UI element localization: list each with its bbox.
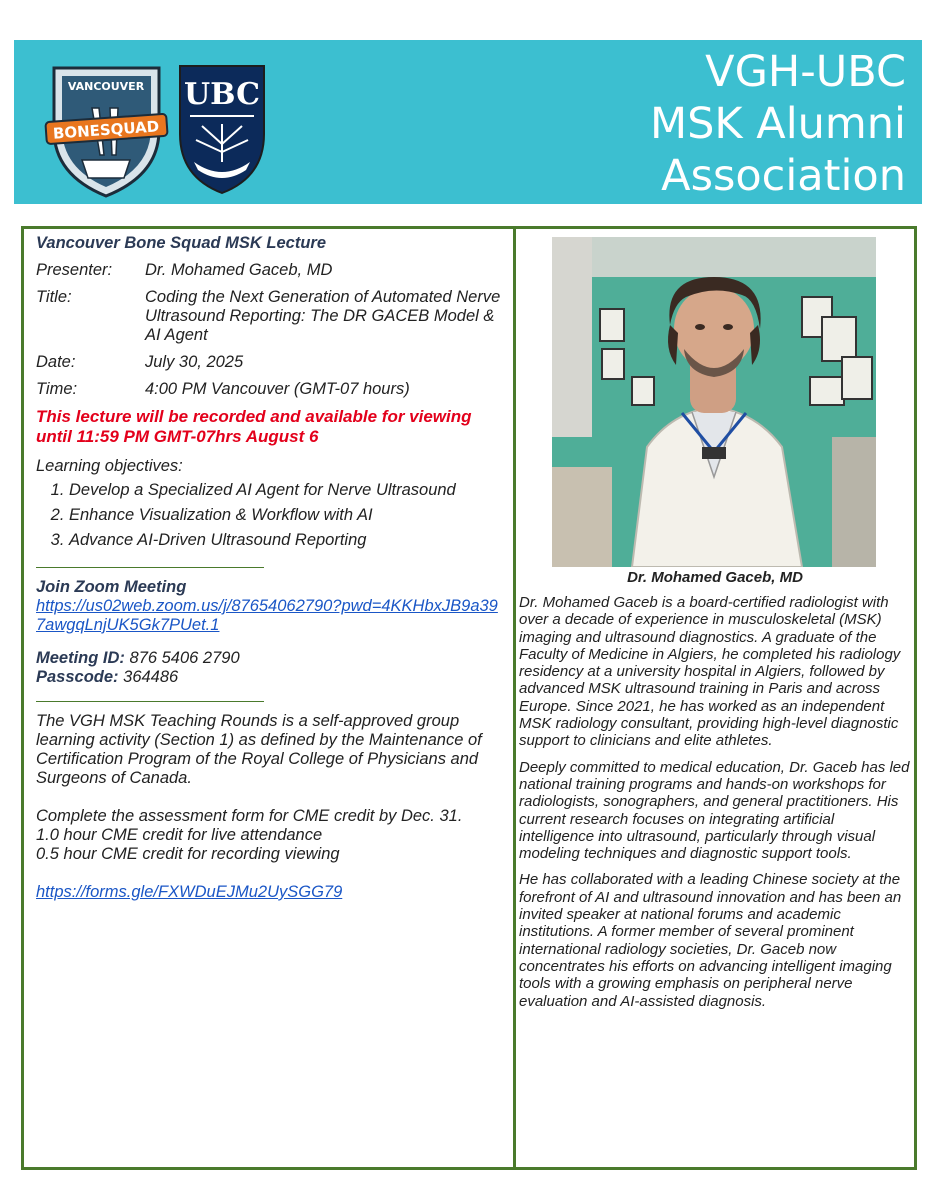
zoom-link[interactable]: https://us02web.zoom.us/j/87654062790?pwd=4KKHbxJB9a397awgqLnjUK5Gk7PUet.1 [36, 597, 498, 634]
recording-note: This lecture will be recorded and available for viewing until 11:59 PM GMT-07hrs August 6 [36, 407, 472, 446]
objective-item: 3. Advance AI-Driven Ultrasound Reporting [69, 528, 506, 553]
zoom-heading: Join Zoom Meeting [36, 578, 187, 596]
logo-text-bonesquad: BONESQUAD [52, 117, 160, 143]
header-banner [14, 40, 922, 204]
presenter-label: Presenter: [36, 261, 113, 279]
ubc-logo [176, 62, 268, 197]
cme-recording-credit: 0.5 hour CME credit for recording viewing [36, 845, 340, 863]
cme-statement: The VGH MSK Teaching Rounds is a self-approved group learning activity (Section 1) as defined by the Maintenance of Certification Program of the Royal College of Physicians and Surgeons of Canada. [36, 712, 482, 787]
title-row [36, 288, 506, 345]
date-value: July 30, 2025 [145, 353, 244, 371]
objectives-list [36, 478, 506, 553]
time-row [36, 380, 506, 399]
time-label: Time: [36, 380, 78, 398]
objectives-heading: Learning objectives: [36, 457, 183, 475]
cme-assessment: Complete the assessment form for CME credit by Dec. 31. [36, 807, 463, 825]
separator-rule [36, 701, 264, 702]
meeting-info [36, 649, 506, 687]
logo-text-ubc: UBC [184, 77, 260, 112]
time-value: 4:00 PM Vancouver (GMT-07 hours) [145, 380, 410, 398]
meeting-id-value: 876 5406 2790 [129, 649, 240, 667]
passcode-value: 364486 [123, 668, 179, 686]
meeting-id-label: Meeting ID: [36, 649, 125, 667]
cme-live-credit: 1.0 hour CME credit for live attendance [36, 826, 323, 844]
title-line-3: Association [661, 151, 906, 201]
date-row [36, 353, 506, 372]
lecture-details [36, 234, 506, 902]
bio-paragraph: Dr. Mohamed Gaceb is a board-certified radiologist with over a decade of experience in musculoskeletal (MSK) imaging and ultrasound diagnostics. A graduate of the Faculty of Medicine in Algiers, he completed his radiology residency at a university hospital in Algiers, followed by advanced MSK ultrasound training in Paris and across Europe. Since 2021, he has worked as an independent MSK radiology consultant, providing high-level diagnostic support to clinicians and elite athletes. [519, 594, 901, 750]
lecture-heading: Vancouver Bone Squad MSK Lecture [36, 234, 327, 252]
bio-paragraph: Deeply committed to medical education, Dr. Gaceb has led national training programs and hands-on workshops for radiologists, sonographers, and general practitioners. His current research focuses on integrating artificial intelligence into ultrasound, particularly through visual modeling techniques and diagnostic support tools. [519, 758, 910, 863]
presenter-row [36, 261, 506, 280]
bio-paragraph: He has collaborated with a leading Chinese society at the forefront of AI and ultrasound innovation and has been an invited speaker at national forums and academic institutions. A former member of several prominent international radiology societies, Dr. Gaceb now concentrates his efforts on advancing intelligent imaging tools with a growing emphasis on peripheral nerve evaluation and AI-assisted diagnosis. [519, 871, 902, 1010]
association-title [650, 46, 906, 202]
passcode-label: Passcode: [36, 668, 119, 686]
logo-text-vancouver: VANCOUVER [67, 80, 145, 93]
presenter-value: Dr. Mohamed Gaceb, MD [145, 261, 333, 279]
title-value: Coding the Next Generation of Automated Nerve Ultrasound Reporting: The DR GACEB Model & AI Agent [145, 288, 501, 344]
bone-squad-logo [44, 60, 169, 200]
column-divider [513, 229, 516, 1167]
speaker-bio [519, 594, 911, 1019]
assessment-form-link[interactable]: https://forms.gle/FXWDuEJMu2UySGG79 [36, 883, 343, 901]
separator-rule [36, 567, 264, 568]
title-label: Title: [36, 288, 72, 306]
title-line-1: VGH-UBC [705, 47, 906, 97]
title-line-2: MSK Alumni [650, 99, 906, 149]
date-label: Date: [36, 353, 76, 371]
objective-item: 2. Enhance Visualization & Workflow with AI [69, 503, 506, 528]
speaker-caption: Dr. Mohamed Gaceb, MD [627, 569, 803, 586]
objective-item: 1. Develop a Specialized AI Agent for Nerve Ultrasound [69, 478, 506, 503]
speaker-photo [552, 237, 876, 567]
